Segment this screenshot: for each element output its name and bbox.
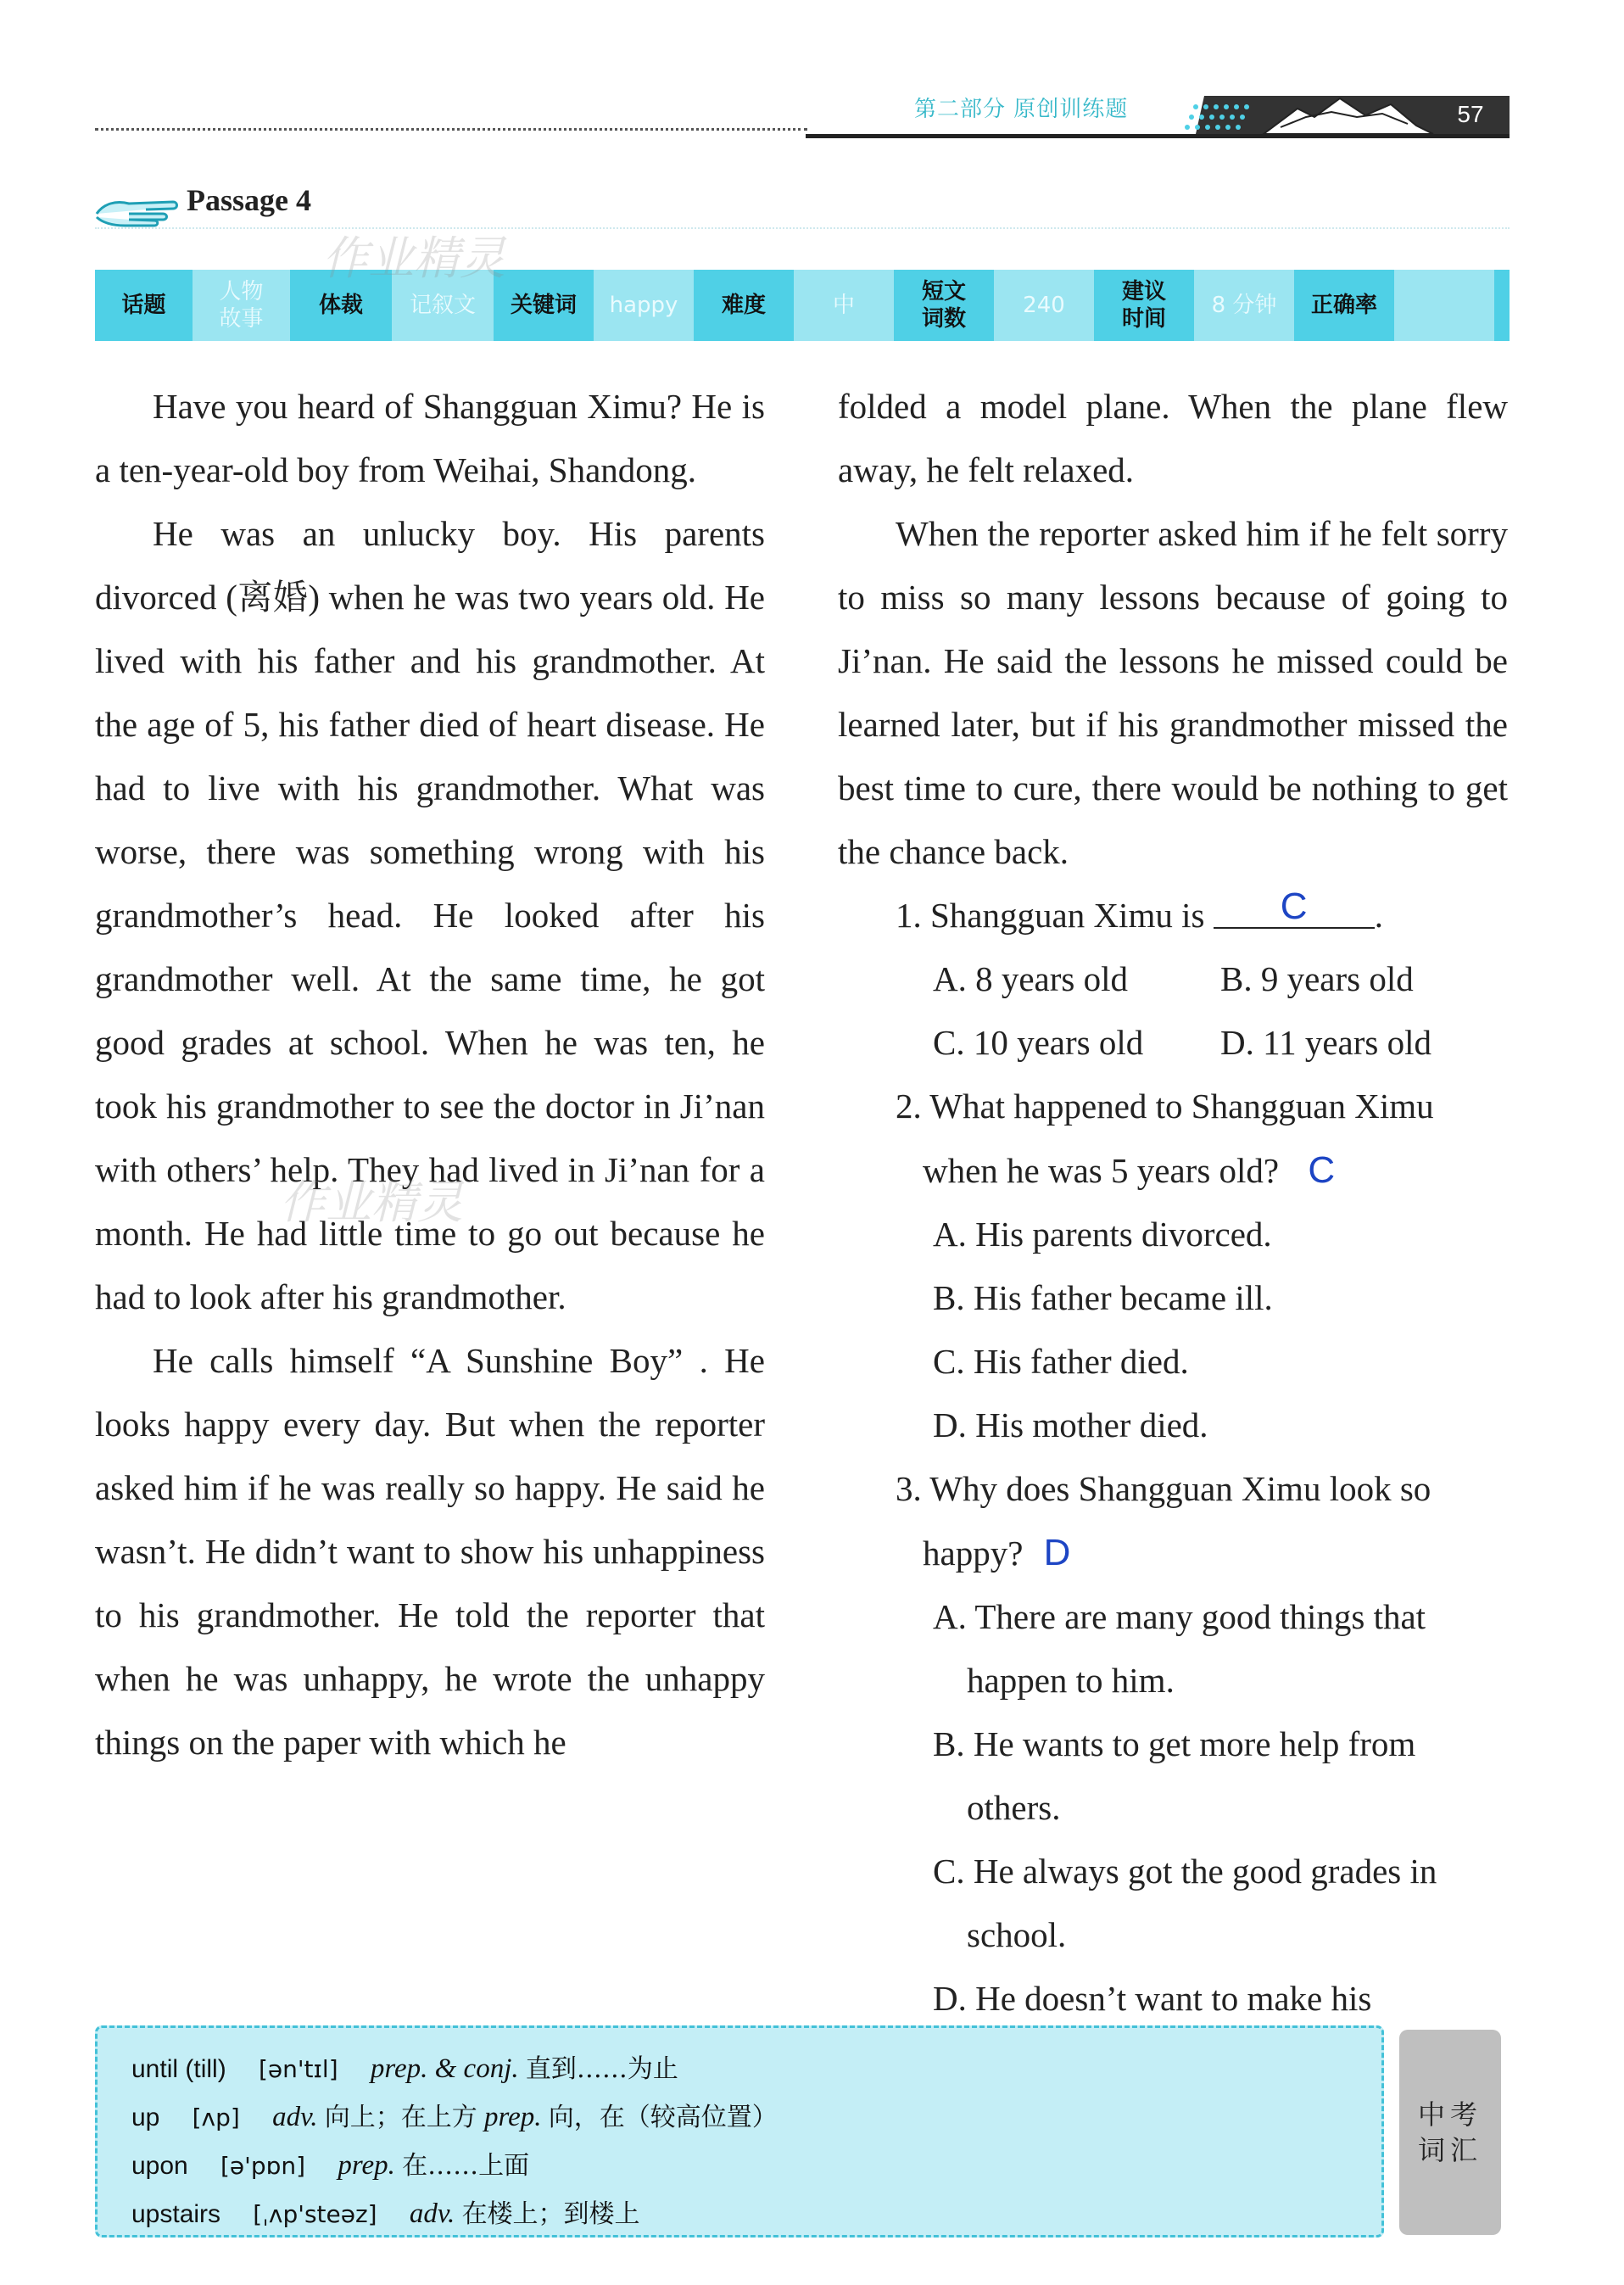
suggested-time-value: 8 分钟	[1194, 270, 1294, 341]
question-1-stem: 1. Shangguan Ximu is	[896, 896, 1205, 935]
header-dotted-rule	[95, 128, 807, 131]
difficulty-value: 中	[794, 270, 894, 341]
accuracy-value	[1394, 270, 1494, 341]
info-strip	[95, 270, 1510, 341]
question-3-stem: 3. Why does Shangguan Ximu look so	[896, 1469, 1431, 1508]
question-3-option-b[interactable]: B. He wants to get more help from	[933, 1724, 1416, 1763]
question-1-answer-blank[interactable]	[1214, 886, 1375, 929]
topic-label: 话题	[95, 270, 193, 341]
vocab-meaning: 向上；在上方	[324, 2103, 477, 2132]
question-3-option-c[interactable]: C. He always got the good grades in	[933, 1852, 1437, 1891]
vocab-word: upstairs	[131, 2200, 221, 2228]
genre-label: 体裁	[290, 270, 392, 341]
vocab-word: up	[131, 2103, 160, 2131]
paragraph-2: He was an unlucky boy. His parents divorced (离婚) when he was two years old. He lived with his father and his grandmother. At the age of 5, his father died of heart disease. He had to live with his grandmother. What was worse, there was something wrong with his grandmother’s head. He looked after his grandmother well. At the same time, he got good grades at school. When he was ten, he took his grandmother to see the doctor in Ji’nan with others’ help. They had lived in Ji’nan for a month. He had little time to go out because he had to look after his grandmother.	[95, 514, 765, 1316]
vocab-pos: adv.	[272, 2102, 318, 2132]
suggested-time-label: 建议 时间	[1094, 270, 1194, 341]
question-1-option-d[interactable]: D. 11 years old	[1220, 1023, 1431, 1062]
vocab-phonetic: [ə'pɒn]	[220, 2152, 306, 2180]
question-1-option-a[interactable]: A. 8 years old	[933, 959, 1129, 998]
article-left-column	[95, 375, 765, 1774]
passage-title: Passage 4	[187, 183, 311, 217]
question-3-option-c-cont: school.	[967, 1915, 1067, 1954]
vocab-entry-up	[131, 2093, 1348, 2142]
vocab-word: until (till)	[131, 2055, 226, 2083]
header-section-title: 第二部分 原创训练题	[914, 97, 1129, 122]
keyword-value: happy	[594, 270, 694, 341]
pointing-hand-icon	[95, 188, 180, 231]
question-2-option-d[interactable]: D. His mother died.	[933, 1405, 1208, 1444]
question-3-option-b-cont: others.	[967, 1788, 1061, 1827]
question-2-answer: C	[1308, 1149, 1336, 1191]
question-2-option-b[interactable]: B. His father became ill.	[933, 1278, 1273, 1317]
vocab-entry-until	[131, 2045, 1348, 2093]
question-2-option-c[interactable]: C. His father died.	[933, 1342, 1189, 1381]
accuracy-label: 正确率	[1294, 270, 1394, 341]
vocab-word: upon	[131, 2152, 188, 2180]
vocab-phonetic: [ən'tɪl]	[258, 2055, 338, 2083]
genre-value: 记叙文	[392, 270, 494, 341]
question-3-option-d[interactable]: D. He doesn’t want to make his	[933, 1979, 1372, 2018]
question-3-stem-text: happy?	[923, 1534, 1024, 1573]
question-2-stem-text: when he was 5 years old?	[923, 1151, 1280, 1190]
vocab-box	[95, 2025, 1384, 2238]
vocab-pos: prep. & conj.	[370, 2053, 519, 2084]
question-2-stem: 2. What happened to Shangguan Ximu	[896, 1087, 1434, 1126]
paragraph-3: He calls himself “A Sunshine Boy” . He looks happy every day. But when the reporter asked him if he was really so happy. He said he wasn’t. He didn’t want to show his unhappiness to his grandmother. He told the reporter that when he was unhappy, he wrote the unhappy things on the paper with which he	[95, 1341, 765, 1762]
vocab-meaning: 直到……为止	[525, 2054, 678, 2084]
vocab-meaning: 在……上面	[402, 2151, 530, 2181]
question-2-option-a[interactable]: A. His parents divorced.	[933, 1215, 1272, 1254]
question-1-options-row-2	[838, 1011, 1508, 1075]
question-1-stem-end: .	[1374, 896, 1383, 935]
question-1	[838, 884, 1508, 947]
article-right-column	[838, 375, 1508, 2031]
question-3-answer: D	[1043, 1532, 1071, 1573]
word-count-label: 短文 词数	[894, 270, 994, 341]
vocab-entry-upstairs	[131, 2190, 1348, 2238]
vocab-pos: prep.	[338, 2150, 395, 2181]
vocab-meaning: 在楼上；到楼上	[461, 2199, 640, 2229]
question-3-option-a-cont: happen to him.	[967, 1661, 1175, 1700]
vocab-pos: adv.	[409, 2198, 455, 2229]
question-2-stem-cont	[838, 1138, 1508, 1203]
question-3-option-a[interactable]: A. There are many good things that	[933, 1597, 1426, 1636]
vocab-phonetic: [ˌʌp'steəz]	[253, 2200, 377, 2228]
watermark: 作业精灵	[322, 232, 505, 285]
difficulty-label: 难度	[694, 270, 794, 341]
paragraph-1: Have you heard of Shangguan Ximu? He is a ten-year-old boy from Weihai, Shandong.	[95, 387, 765, 489]
word-count-value: 240	[994, 270, 1094, 341]
question-1-option-b[interactable]: B. 9 years old	[1220, 959, 1414, 998]
vocab-tab: 中考 词汇	[1399, 2030, 1501, 2235]
topic-value: 人物 故事	[193, 270, 290, 341]
question-3-stem-cont	[838, 1521, 1508, 1585]
paragraph-3-continued: folded a model plane. When the plane flew away, he felt relaxed.	[838, 387, 1508, 489]
question-1-options-row-1	[838, 947, 1508, 1011]
watermark: 作业精灵	[280, 1176, 463, 1229]
vocab-entry-upon	[131, 2142, 1348, 2190]
keyword-label: 关键词	[494, 270, 594, 341]
question-1-answer: C	[1280, 886, 1308, 927]
vocab-meaning-2: 向，在（较高位置）	[548, 2103, 778, 2132]
question-1-option-c[interactable]: C. 10 years old	[933, 1023, 1144, 1062]
page-number: 57	[1457, 101, 1484, 127]
vocab-pos-2: prep.	[484, 2102, 542, 2132]
paragraph-4: When the reporter asked him if he felt sorry to miss so many lessons because of going to Ji’nan. He said the lessons he missed could be learned later, but if his grandmother missed the best time to cure, there would be nothing to get the chance back.	[838, 514, 1508, 871]
header-banner	[806, 92, 1510, 138]
passage-dotted-rule	[95, 227, 1510, 229]
vocab-phonetic: [ʌp]	[192, 2103, 240, 2131]
